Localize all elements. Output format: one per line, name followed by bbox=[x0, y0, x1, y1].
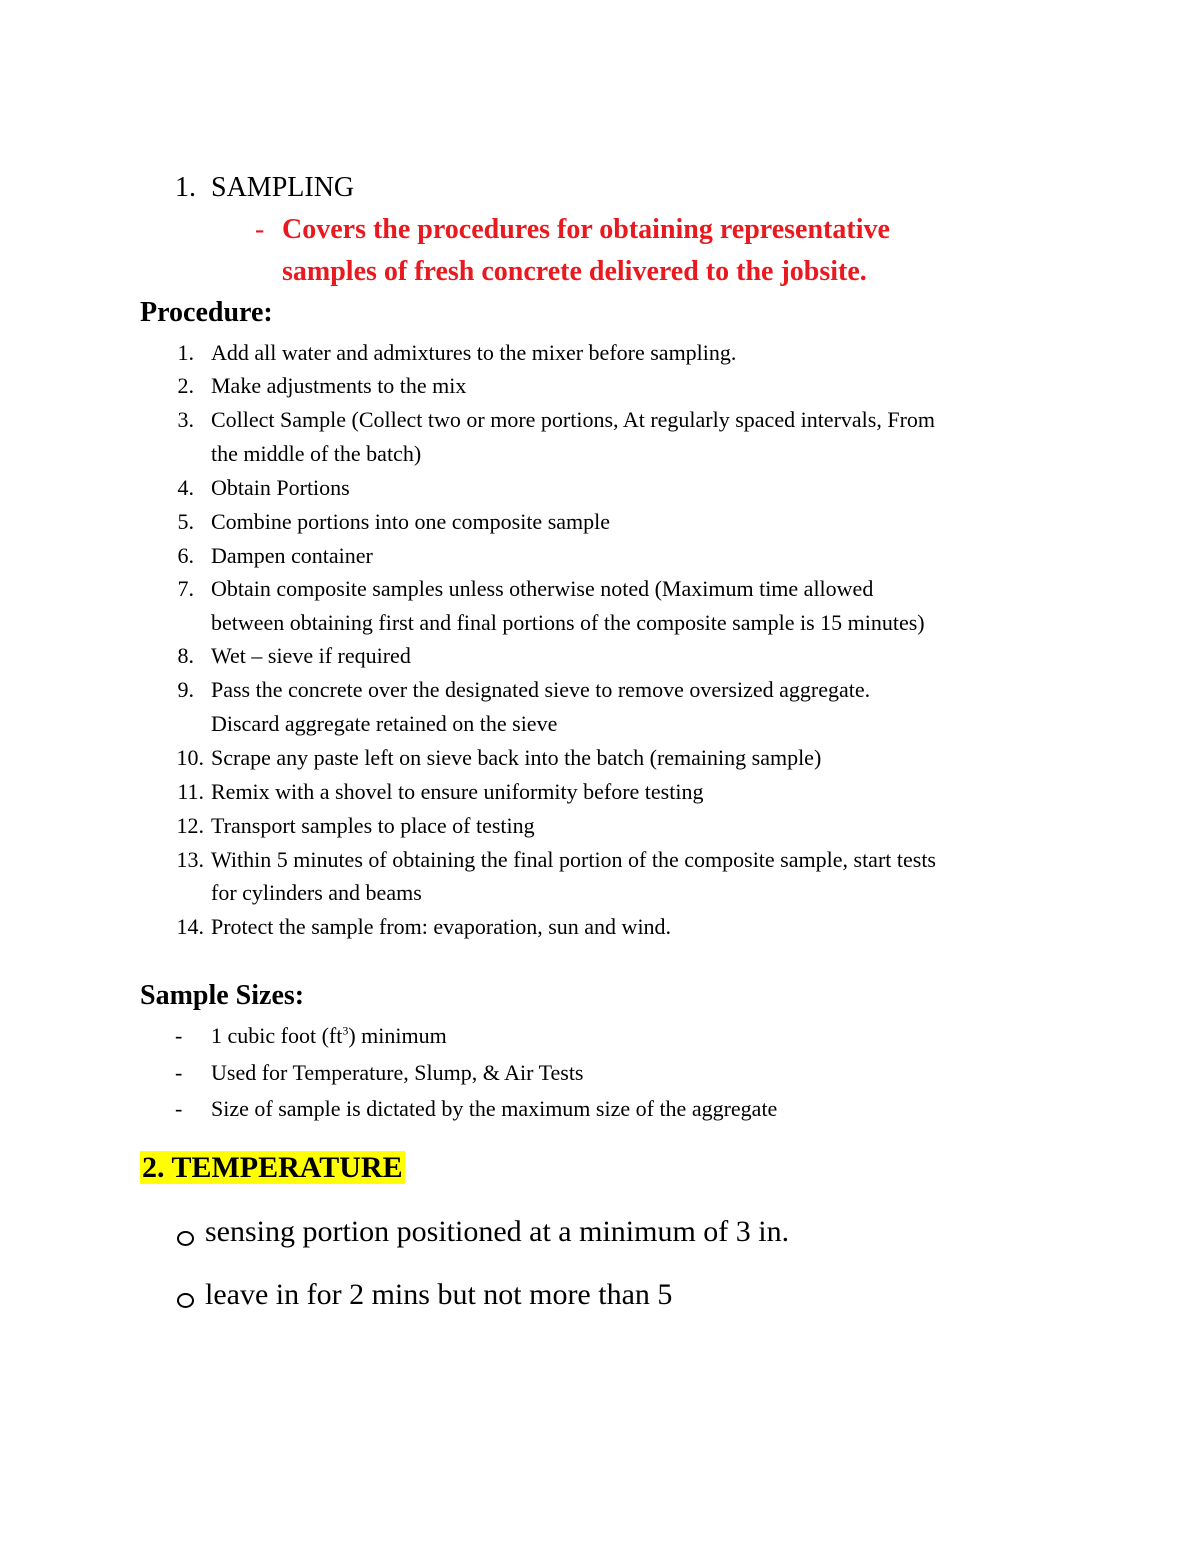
temperature-bullet-1: sensing portion positioned at a minimum of 3 in. bbox=[205, 1215, 790, 1248]
sample-size-text: ) minimum bbox=[348, 1023, 447, 1048]
sample-size-item-2: Used for Temperature, Slump, & Air Tests bbox=[211, 1060, 584, 1085]
item-number: 1. bbox=[177, 340, 194, 365]
temperature-bullet-2: leave in for 2 mins but not more than 5 bbox=[205, 1278, 673, 1311]
list-item: Scrape any paste left on sieve back into the batch (remaining sample) bbox=[211, 745, 822, 770]
item-number: 11. bbox=[177, 779, 204, 804]
list-item: Combine portions into one composite sample bbox=[211, 509, 611, 534]
item-number: 2. bbox=[177, 373, 194, 398]
item-number: 6. bbox=[177, 543, 194, 568]
item-number: 5. bbox=[177, 509, 194, 534]
sample-size-text: 1 cubic foot (ft bbox=[211, 1023, 343, 1048]
item-number: 4. bbox=[177, 475, 194, 500]
item-number: 7. bbox=[177, 576, 194, 601]
section-1-title: SAMPLING bbox=[211, 172, 355, 203]
list-item: Obtain composite samples unless otherwise noted (Maximum time allowed bbox=[211, 576, 874, 601]
list-item: Remix with a shovel to ensure uniformity before testing bbox=[211, 779, 704, 804]
list-item: Within 5 minutes of obtaining the final portion of the composite sample, start tests bbox=[211, 847, 936, 872]
description-dash: - bbox=[255, 214, 265, 245]
list-item: Obtain Portions bbox=[211, 475, 350, 500]
list-item: Add all water and admixtures to the mixer before sampling. bbox=[211, 340, 737, 365]
list-item: Make adjustments to the mix bbox=[211, 373, 467, 398]
description-line-2: samples of fresh concrete delivered to the jobsite. bbox=[282, 256, 867, 287]
sample-size-item-3: Size of sample is dictated by the maximum size of the aggregate bbox=[211, 1096, 778, 1121]
sample-sizes-heading: Sample Sizes: bbox=[140, 980, 305, 1011]
bullet-dash: - bbox=[175, 1096, 183, 1121]
item-number: 8. bbox=[177, 643, 194, 668]
item-number: 14. bbox=[176, 914, 204, 939]
list-item-continuation: between obtaining first and final portions of the composite sample is 15 minutes) bbox=[211, 610, 925, 635]
item-number: 13. bbox=[176, 847, 204, 872]
item-number: 12. bbox=[176, 813, 204, 838]
list-item: Pass the concrete over the designated sieve to remove oversized aggregate. bbox=[211, 677, 871, 702]
section-2-heading bbox=[140, 1151, 405, 1185]
procedure-heading: Procedure: bbox=[140, 297, 273, 328]
bullet-dash: - bbox=[175, 1060, 183, 1085]
section-2-title: 2. TEMPERATURE bbox=[142, 1151, 403, 1184]
list-item: Wet – sieve if required bbox=[211, 643, 411, 668]
list-item-continuation: Discard aggregate retained on the sieve bbox=[211, 711, 558, 736]
sample-size-item-1 bbox=[211, 1023, 447, 1049]
list-item-continuation: the middle of the batch) bbox=[211, 441, 422, 466]
list-item: Dampen container bbox=[211, 543, 373, 568]
list-item: Collect Sample (Collect two or more portions, At regularly spaced intervals, From bbox=[211, 407, 936, 432]
item-number: 3. bbox=[177, 407, 194, 432]
list-item: Protect the sample from: evaporation, sun and wind. bbox=[211, 914, 672, 939]
item-number: 9. bbox=[177, 677, 194, 702]
list-item: Transport samples to place of testing bbox=[211, 813, 535, 838]
circle-bullet-icon bbox=[177, 1293, 194, 1308]
circle-bullet-icon bbox=[177, 1231, 194, 1246]
item-number: 10. bbox=[176, 745, 204, 770]
superscript: 3 bbox=[342, 1023, 349, 1038]
description-line-1: Covers the procedures for obtaining representative bbox=[282, 214, 890, 245]
bullet-dash: - bbox=[175, 1023, 183, 1048]
section-1-number: 1. bbox=[175, 172, 196, 203]
list-item-continuation: for cylinders and beams bbox=[211, 880, 422, 905]
